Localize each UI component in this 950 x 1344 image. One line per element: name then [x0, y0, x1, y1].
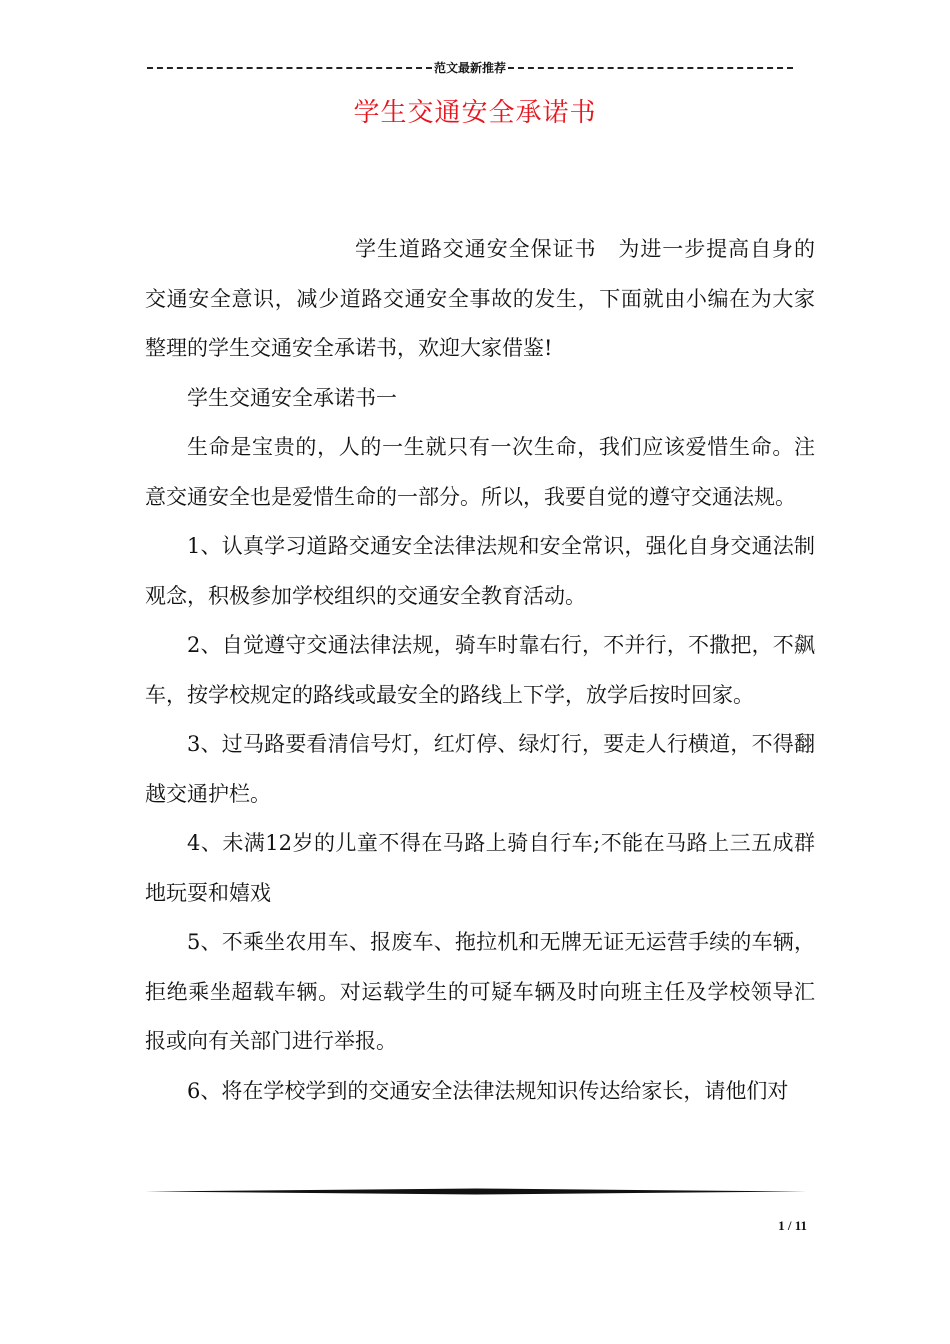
page-header	[145, 58, 795, 78]
header-dash-right	[508, 67, 793, 69]
body-paragraph: 生命是宝贵的，人的一生就只有一次生命，我们应该爱惜生命。注意交通安全也是爱惜生命的一部分。所以，我要自觉的遵守交通法规。	[145, 435, 815, 509]
document-body	[145, 225, 815, 1116]
section-heading: 学生交通安全承诺书一	[187, 385, 397, 410]
header-label: 范文最新推荐	[434, 61, 507, 75]
document-title: 学生交通安全承诺书	[353, 98, 597, 128]
pledge-item-4: 4、未满12岁的儿童不得在马路上骑自行车;不能在马路上三五成群地玩耍和嬉戏	[145, 831, 815, 905]
pledge-item-1: 1、认真学习道路交通安全法律法规和安全常识，强化自身交通法制观念，积极参加学校组织的交通安全教育活动。	[145, 534, 815, 608]
pledge-item-2: 2、自觉遵守交通法律法规，骑车时靠右行，不并行，不撒把，不飙车，按学校规定的路线或最安全的路线上下学，放学后按时回家。	[145, 633, 815, 707]
page-number: 1 / 11	[778, 1218, 807, 1233]
pledge-item-3: 3、过马路要看清信号灯，红灯停、绿灯行，要走人行横道，不得翻越交通护栏。	[145, 732, 815, 806]
header-dash-left	[147, 67, 432, 69]
pledge-item-6: 6、将在学校学到的交通安全法律法规知识传达给家长，请他们对	[187, 1078, 789, 1103]
pledge-item-5: 5、不乘坐农用车、报废车、拖拉机和无牌无证无运营手续的车辆，拒绝乘坐超载车辆。对运载学生的可疑车辆及时向班主任及学校领导汇报或向有关部门进行举报。	[145, 930, 815, 1053]
intro-paragraph: 学生道路交通安全保证书 为进一步提高自身的交通安全意识，减少道路交通安全事故的发生，下面就由小编在为大家整理的学生交通安全承诺书，欢迎大家借鉴!	[145, 237, 815, 360]
footer-divider	[145, 1188, 807, 1196]
